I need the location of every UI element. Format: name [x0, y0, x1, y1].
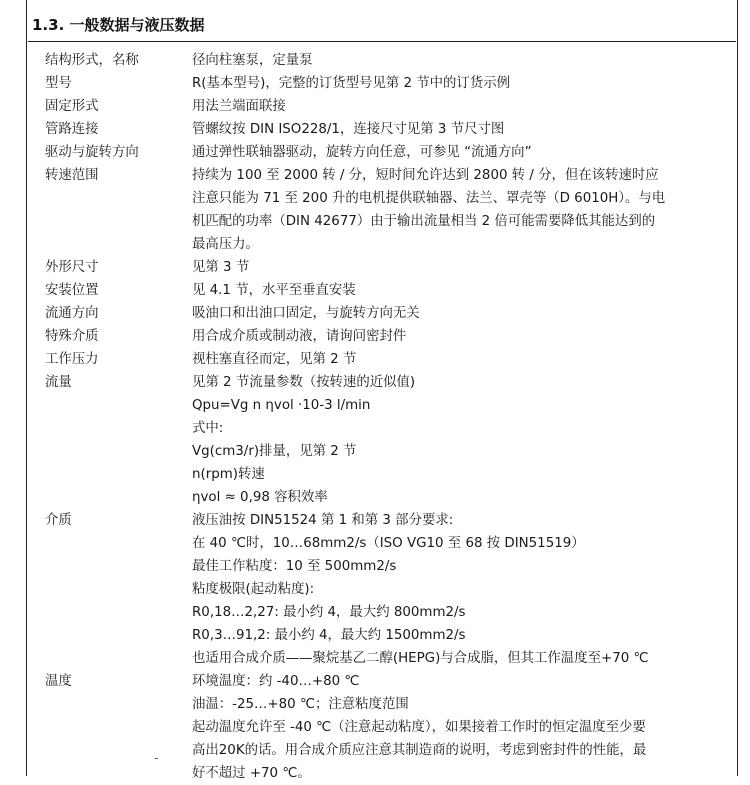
- spec-value: [192, 371, 727, 509]
- scan-mark: [155, 758, 158, 759]
- spec-row: [45, 141, 735, 164]
- spec-value: [192, 72, 727, 95]
- spec-value: [192, 141, 727, 164]
- spec-label: 安装位置: [45, 283, 99, 298]
- spec-value-line: 高出20K的话。用合成介质应注意其制造商的说明，考虑到密封件的性能，最: [192, 743, 647, 758]
- spec-row: [45, 72, 735, 95]
- spec-value-line: 持续为 100 至 2000 转 / 分，短时间允许达到 2800 转 / 分，但在该转速时应: [192, 168, 659, 183]
- spec-value: [192, 348, 727, 371]
- spec-value: [192, 325, 727, 348]
- spec-value-line: 在 40 ℃时，10…68mm2/s（ISO VG10 至 68 按 DIN51519）: [192, 536, 585, 551]
- spec-value-line: 起动温度允许至 -40 ℃（注意起动粘度），如果接着工作时的恒定温度至少要: [192, 720, 646, 735]
- spec-value-line: 油温：-25…+80 ℃；注意粘度范围: [192, 697, 409, 712]
- spec-label: 型号: [45, 76, 72, 91]
- spec-value-line: n(rpm)转速: [192, 467, 265, 482]
- spec-label: 管路连接: [45, 122, 99, 137]
- spec-row: [45, 302, 735, 325]
- spec-label: 特殊介质: [45, 329, 99, 344]
- spec-label: 流量: [45, 375, 72, 390]
- spec-label: 介质: [45, 513, 72, 528]
- spec-value-line: R0,18…2,27: 最小约 4，最大约 800mm2/s: [192, 605, 466, 620]
- spec-value-line: 机匹配的功率（DIN 42677）由于输出流量相当 2 倍可能需要降低其能达到的: [192, 214, 656, 229]
- spec-label: 外形尺寸: [45, 260, 99, 275]
- spec-value: [192, 95, 727, 118]
- spec-table: [45, 49, 735, 785]
- spec-row: [45, 371, 735, 509]
- spec-row: [45, 325, 735, 348]
- spec-value-line: 径向柱塞泵，定量泵: [192, 53, 313, 68]
- spec-label: 温度: [45, 674, 72, 689]
- title-divider: [28, 41, 736, 42]
- spec-value-line: Qpu=Vg n ηvol ·10-3 l/min: [192, 398, 371, 413]
- spec-value-line: 最高压力。: [192, 237, 259, 252]
- spec-value: [192, 509, 727, 670]
- spec-value-line: R0,3…91,2: 最小约 4，最大约 1500mm2/s: [192, 628, 466, 643]
- spec-value-line: ηvol ≈ 0,98 容积效率: [192, 490, 328, 505]
- spec-value-line: 好不超过 +70 ℃。: [192, 766, 311, 781]
- spec-value-line: 用合成介质或制动液，请询问密封件: [192, 329, 407, 344]
- spec-value: [192, 279, 727, 302]
- spec-label: 固定形式: [45, 99, 99, 114]
- spec-row: [45, 670, 735, 785]
- spec-label: 转速范围: [45, 168, 99, 183]
- spec-row: [45, 49, 735, 72]
- spec-row: [45, 348, 735, 371]
- spec-label: 工作压力: [45, 352, 99, 367]
- spec-label: 流通方向: [45, 306, 99, 321]
- spec-value-line: 吸油口和出油口固定，与旋转方向无关: [192, 306, 420, 321]
- spec-value-line: 也适用合成介质——聚烷基乙二醇(HEPG)与合成脂，但其工作温度至+70 ℃: [192, 651, 649, 666]
- spec-value-line: 见 4.1 节，水平至垂直安装: [192, 283, 356, 298]
- spec-value-line: 注意只能为 71 至 200 升的电机提供联轴器、法兰、罩壳等（D 6010H）。与电: [192, 191, 666, 206]
- spec-value-line: 视柱塞直径而定，见第 2 节: [192, 352, 357, 367]
- section-title: 1.3. 一般数据与液压数据: [32, 16, 205, 34]
- spec-row: [45, 509, 735, 670]
- spec-value-line: R(基本型号)，完整的订货型号见第 2 节中的订货示例: [192, 76, 510, 91]
- spec-row: [45, 164, 735, 256]
- spec-value-line: Vg(cm3/r)排量，见第 2 节: [192, 444, 357, 459]
- spec-value-line: 见第 2 节流量参数（按转速的近似值): [192, 375, 416, 390]
- spec-value-line: 液压油按 DIN51524 第 1 和第 3 部分要求:: [192, 513, 454, 528]
- spec-value: [192, 670, 727, 785]
- spec-value-line: 环境温度：约 -40…+80 ℃: [192, 674, 360, 689]
- spec-row: [45, 279, 735, 302]
- spec-value-line: 式中:: [192, 421, 224, 436]
- spec-value: [192, 256, 727, 279]
- spec-value: [192, 49, 727, 72]
- spec-row: [45, 95, 735, 118]
- spec-value-line: 粘度极限(起动粘度):: [192, 582, 315, 597]
- spec-value: [192, 302, 727, 325]
- spec-label: 结构形式，名称: [45, 53, 139, 68]
- spec-value-line: 最佳工作粘度：10 至 500mm2/s: [192, 559, 397, 574]
- spec-value-line: 用法兰端面联接: [192, 99, 286, 114]
- spec-value: [192, 164, 727, 256]
- spec-label: 驱动与旋转方向: [45, 145, 139, 160]
- spec-value: [192, 118, 727, 141]
- spec-row: [45, 118, 735, 141]
- spec-value-line: 管螺纹按 DIN ISO228/1，连接尺寸见第 3 节尺寸图: [192, 122, 505, 137]
- spec-value-line: 见第 3 节: [192, 260, 250, 275]
- spec-value-line: 通过弹性联轴器驱动，旋转方向任意，可参见 “流通方向”: [192, 145, 532, 160]
- spec-row: [45, 256, 735, 279]
